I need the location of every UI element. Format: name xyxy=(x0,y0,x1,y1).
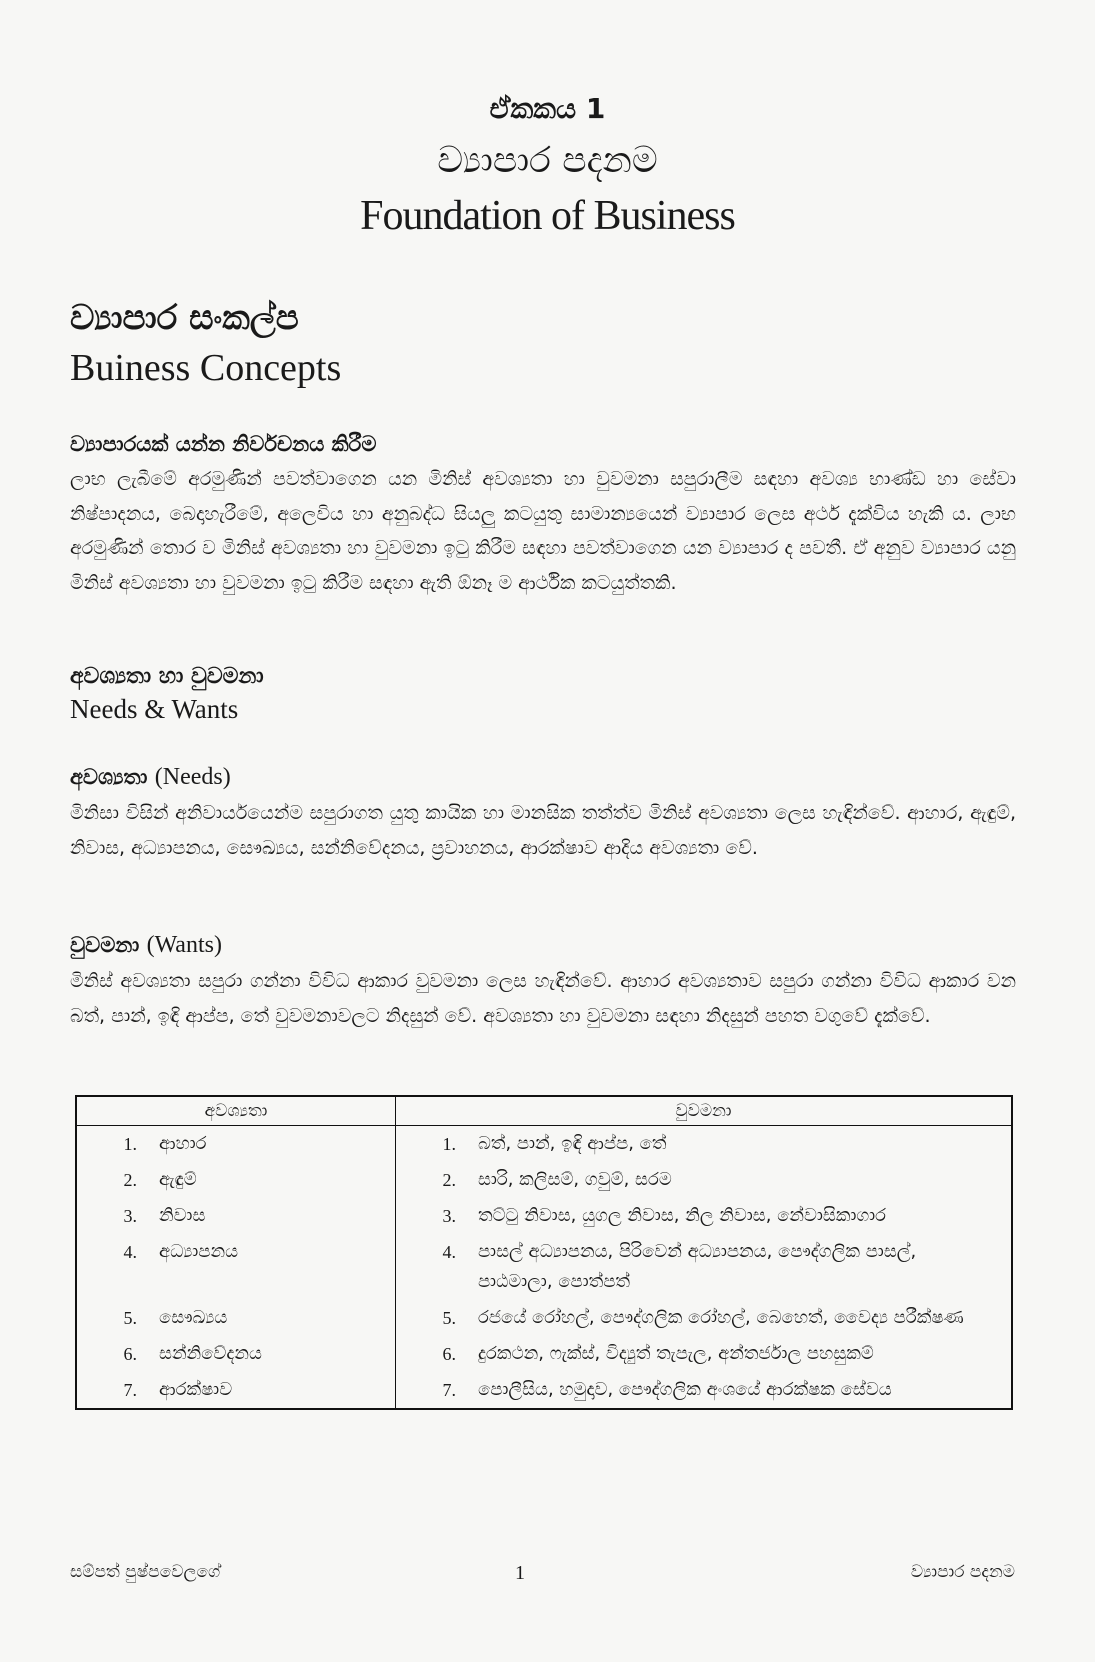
want-cell: තට්ටු නිවාස, යුගල නිවාස, නිල නිවාස, නේවාසිකාගාර xyxy=(478,1205,887,1226)
section-title-sinhala: ව්‍යාපාර සංකල්ප xyxy=(70,298,299,338)
want-cell: දුරකථන, ෆැක්ස්, විද්‍යුත් තැපැල, අන්තර්ජාල පහසුකම් xyxy=(478,1343,874,1364)
chapter-title-english: Foundation of Business xyxy=(360,193,735,239)
row-number: 5. xyxy=(123,1308,137,1328)
definition-heading: ව්‍යාපාරයක් යන්න නිර්වචනය කිරීම xyxy=(70,432,377,456)
need-cell: නිවාස xyxy=(159,1205,206,1226)
table-row xyxy=(76,1372,1012,1409)
needs-paragraph: මිනිසා විසින් අනිවාර්යයෙන්ම සපුරාගත යුතු කායික හා මානසික තත්ත්ව මිනිස් අවශ්‍යතා ලෙස හැඳින්වේ. ආහාර, ඇඳුම්, නිවාස, අධ්‍යාපනය, සෞඛ්‍යය, සන්නිවේදනය, ප්‍රවාහනය, ආරක්ෂාව ආදිය අවශ්‍යතා වේ. xyxy=(70,802,1016,859)
want-cell: බත්, පාන්, ඉඳි ආප්ප, තේ xyxy=(478,1133,667,1154)
wants-heading xyxy=(70,932,222,959)
need-cell: ඇඳුම් xyxy=(159,1169,197,1190)
wants-heading-en: (Wants) xyxy=(146,932,222,958)
row-number: 3. xyxy=(442,1206,456,1226)
needs-wants-heading: අවශ්‍යතා හා වුවමනා xyxy=(70,664,264,689)
need-cell: ආරක්ෂාව xyxy=(159,1379,233,1400)
need-cell: ආහාර xyxy=(159,1133,207,1154)
row-number: 4. xyxy=(123,1242,137,1262)
table-row xyxy=(76,1300,1012,1336)
column-header-wants: වුවමනා xyxy=(396,1096,1013,1126)
table-row xyxy=(76,1234,1012,1300)
want-cell: රජයේ රෝහල්, පෞද්ගලික රෝහල්, බෙහෙත්, වෛද්‍ය පරීක්ෂණ xyxy=(478,1307,964,1328)
wants-paragraph: මිනිස් අවශ්‍යතා සපුරා ගන්නා විවිධ ආකාර වුවමනා ලෙස හැඳින්වේ. ආහාර අවශ්‍යතාව සපුරා ගන්නා විවිධ ආකාර වන බත්, පාන්, ඉඳි ආප්ප, තේ වුවමනාවලට නිදසුන් වේ. අවශ්‍යතා හා වුවමනා සඳහා නිදසුන් පහත වගුවේ දැක්වේ. xyxy=(70,970,1016,1027)
page-number: 1 xyxy=(515,1562,525,1584)
table-row xyxy=(76,1162,1012,1198)
table-row xyxy=(76,1336,1012,1372)
row-number: 5. xyxy=(442,1308,456,1328)
footer-title: ව්‍යාපාර පදනම xyxy=(910,1562,1015,1582)
row-number: 6. xyxy=(442,1344,456,1364)
footer-author: සම්පත් පුෂ්පවෙලගේ xyxy=(70,1562,221,1582)
wants-heading-si: වුවමනා xyxy=(70,933,140,957)
needs-wants-table xyxy=(75,1095,1013,1410)
column-header-needs: අවශ්‍යතා xyxy=(76,1096,396,1126)
table-row xyxy=(76,1198,1012,1234)
row-number: 4. xyxy=(442,1242,456,1262)
want-cell: පොලීසිය, හමුදාව, පෞද්ගලික අංශයේ ආරක්ෂක සේවය xyxy=(478,1379,892,1400)
section-title-english: Buiness Concepts xyxy=(70,347,342,389)
row-number: 3. xyxy=(123,1206,137,1226)
row-number: 7. xyxy=(123,1380,137,1400)
unit-label: ඒකකය 1 xyxy=(489,92,606,125)
definition-paragraph: ලාභ ලැබීමේ අරමුණින් පවත්වාගෙන යන මිනිස් අවශ්‍යතා හා වුවමනා සපුරාලීම සඳහා අවශ්‍ය භාණ්ඩ හා සේවා නිෂ්පාදනය, බෙදාහැරීමේ, අලෙවිය හා අනුබද්ධ සියලු කටයුතු සාමාන්‍යයෙන් ව්‍යාපාර ලෙස අර්ථ දැක්විය හැකි ය. ලාභ අරමුණින් තොර ව මිනිස් අවශ්‍යතා හා වුවමනා ඉටු කිරීම සඳහා පවත්වාගෙන යන ව්‍යාපාර ද පවතී. ඒ අනුව ව්‍යාපාර යනු මිනිස් අවශ්‍යතා හා වුවමනා ඉටු කිරීම සඳහා ඇති ඕනෑ ම ආර්ථික කටයුත්තකි. xyxy=(70,468,1016,594)
chapter-title-sinhala: ව්‍යාපාර පදනම xyxy=(437,140,658,181)
row-number: 7. xyxy=(442,1380,456,1400)
need-cell: සන්නිවේදනය xyxy=(159,1343,262,1364)
needs-wants-heading-english: Needs & Wants xyxy=(70,694,239,724)
needs-heading-en: (Needs) xyxy=(154,764,231,790)
want-cell: සාරි, කලිසම්, ගවුම්, සරම xyxy=(478,1169,672,1190)
row-number: 6. xyxy=(123,1344,137,1364)
need-cell: සෞඛ්‍යය xyxy=(159,1307,228,1328)
row-number: 2. xyxy=(442,1170,456,1190)
row-number: 1. xyxy=(123,1134,137,1154)
needs-heading-si: අවශ්‍යතා xyxy=(70,765,148,789)
row-number: 1. xyxy=(442,1134,456,1154)
table-row xyxy=(76,1126,1012,1163)
need-cell: අධ්‍යාපනය xyxy=(159,1241,239,1262)
want-cell: පාසල් අධ්‍යාපනය, පිරිවෙන් අධ්‍යාපනය, පෞද්ගලික පාසල්, පාඨමාලා, පොත්පත් xyxy=(478,1241,917,1292)
row-number: 2. xyxy=(123,1170,137,1190)
needs-heading xyxy=(70,764,231,791)
